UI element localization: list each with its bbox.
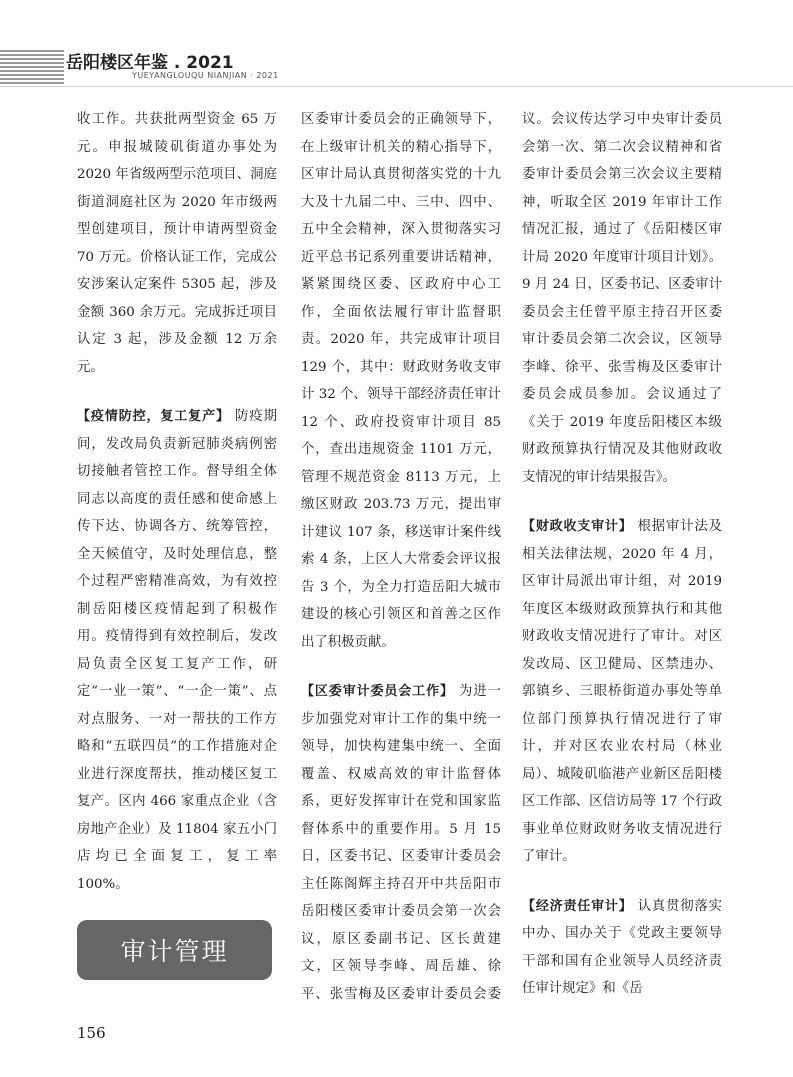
header-title: 岳阳楼区年鉴 . 2021 [66, 53, 234, 73]
paragraph-body: 认真贯彻落实中办、国办关于《党政主要领导干部和国有企业领导人员经济责任审计规定》和《岳 [522, 898, 722, 996]
column-3 [522, 106, 722, 1006]
section-heading: 【财政收支审计】 [522, 519, 633, 534]
paragraph-body: 根据审计法及相关法律法规，2020 年 4 月，区审计局派出审计组，对 2019 年度区本级财政预算执行和其他财政收支情况进行了审计。对区发改局、区卫健局、区禁违办、郭镇乡、三眼桥街道办事处等单位部门预算执行情况进行了审计，并对区农业农村局（林业局）、城陵矶临港产业新区岳阳楼区工作部、区信访局等 17 个行政事业单位财政财务收支情况进行了审计。 [522, 519, 722, 864]
section-heading: 【疫情防控，复工复产】 [77, 409, 230, 424]
paragraph [522, 893, 722, 1003]
paragraph [77, 403, 277, 898]
section-heading: 【经济责任审计】 [522, 898, 633, 914]
paragraph-body: 为进一步加强党对审计工作的集中统一领导，加快构建集中统一、全面覆盖、权威高效的审计监督体系，更好发挥审计在党和国家监督体系中的重要作用。5 月 15 日，区委书记、区委审计委员会主任陈阁辉主持召开中共岳阳市岳阳楼区委审计委员会第一次会议，原区委副书记、区长黄建文，区领导李峰、周岳雄、徐平、张雪梅及区委审计委员会委 [301, 684, 501, 1002]
paragraph-body: 防疫期间，发改局负责新冠肺炎病例密切接触者管控工作。督导组全体同志以高度的责任感和使命感上传下达、协调各方、统筹管控，全天候值守，及时处理信息，整个过程严密精准高效，为有效控制岳阳楼区疫情起到了积极作用。疫情得到有效控制后，发改局负责全区复工复产工作，研定“一业一策”、“一企一策”、点对点服务、一对一帮扶的工作方略和“五联四员”的工作措施对企业进行深度帮扶，推动楼区复工复产。区内 466 家重点企业（含房地产企业）及 11804 家五小门店均已全面复工，复工率 100%。 [77, 409, 277, 892]
paragraph: 议。会议传达学习中央审计委员会第一次、第二次会议精神和省委审计委员会第三次会议主要精神，听取全区 2019 年审计工作情况汇报，通过了《岳阳楼区审计局 2020 年度审计项目计划》。9 月 24 日，区委书记、区委审计委员会主任曾平原主持召开区委审计委员会第二次会议，区领导李峰、徐平、张雪梅及区委审计委员会成员参加。会议通过了《关于 2019 年度岳阳楼区本级财政预算执行情况及其他财政收支情况的审计结果报告》。 [522, 112, 722, 485]
header-subtitle: YUEYANGLOUQU NIANJIAN · 2021 [132, 71, 279, 80]
header-rule [0, 86, 793, 87]
paragraph [301, 678, 501, 1006]
column-2 [301, 106, 501, 1006]
section-heading: 【区委审计委员会工作】 [301, 684, 454, 699]
column-1 [77, 106, 277, 1006]
page-number: 156 [77, 1024, 106, 1042]
paragraph: 区委审计委员会的正确领导下，在上级审计机关的精心指导下，区审计局认真贯彻落实党的十九大及十九届二中、三中、四中、五中全会精神，深入贯彻落实习近平总书记系列重要讲话精神，紧紧围绕区委、区政府中心工作，全面依法履行审计监督职责。2020 年，共完成审计项目 129 个，其中：财政财务收支审计 32 个、领导干部经济责任审计 12 个、政府投资审计项目 85 个，查出违规资金 1101 万元，管理不规范资金 8113 万元，上缴区财政 203.73 万元，提出审计建议 107 条，移送审计案件线索 4 条，上区人大常委会评议报告 3 个，为全力打造岳阳大城市建设的核心引领区和首善之区作出了积极贡献。 [301, 112, 501, 650]
header-stripes [0, 50, 64, 88]
paragraph: 收工作。共获批两型资金 65 万元。申报城陵矶街道办事处为 2020 年省级两型示范项目、洞庭街道洞庭社区为 2020 年市级两型创建项目，预计申请两型资金 70 万元。价格认证工作，完成公安涉案认定案件 5305 起，涉及金额 360 余万元。完成拆迁项目认定 3 起，涉及金额 12 万余元。 [77, 112, 277, 375]
paragraph [522, 513, 722, 871]
section-title-box: 审计管理 [77, 920, 272, 980]
